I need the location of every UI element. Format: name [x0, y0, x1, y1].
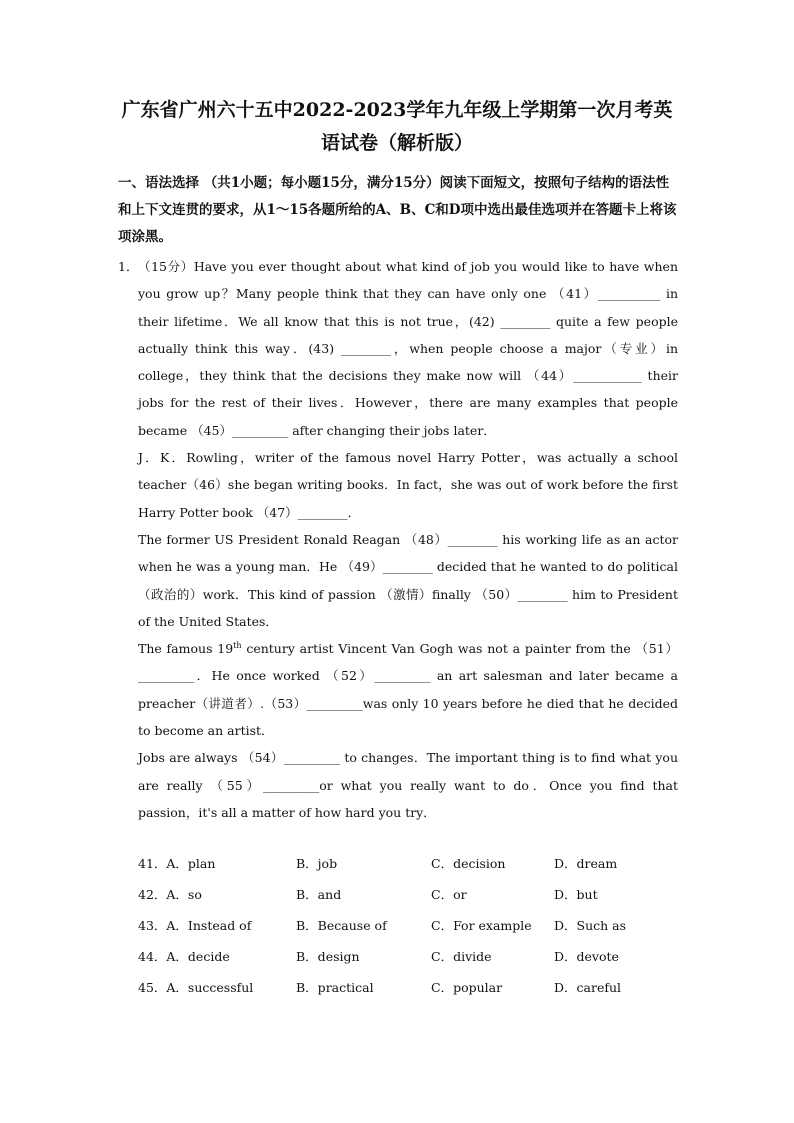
option-d: D．dream	[554, 856, 618, 871]
option-b: B．Because of	[296, 918, 387, 933]
title-line-1: 广东省广州六十五中2022-2023学年九年级上学期第一次月考英	[121, 99, 673, 121]
option-c: C．For example	[431, 918, 532, 933]
option-a: 41．A．plan	[138, 856, 216, 871]
passage-paragraph-1: （15分）Have you ever thought about what kind of job you would like to have when you grow up？Many people think that they can have only one （41）__________ in their lifetime．We all know that this is not true，(42) ________ quite a few people actually think this way．(43) ________，when people choose a major（专业）in college，they think that the decisions they make now will （44）___________ their jobs for the rest of their lives．However，there are many examples that people became （45）_________ after changing their jobs later．	[138, 259, 678, 438]
option-row-41	[138, 854, 678, 885]
option-row-42	[138, 885, 678, 916]
option-d: D．but	[554, 887, 598, 902]
passage-paragraph-3: The former US President Ronald Reagan （48）________ his working life as an actor when he was a young man．He （49）________ decided that he wanted to do political（政治的）work．This kind of passion （激情）finally （50）________ him to President of the United States．	[138, 531, 678, 629]
option-d: D．devote	[554, 949, 619, 964]
option-a: 42．A．so	[138, 887, 202, 902]
option-c: C．divide	[431, 949, 492, 964]
passage-paragraph-4	[138, 635, 678, 744]
document-title	[100, 94, 694, 160]
option-a: 43．A．Instead of	[138, 918, 252, 933]
option-b: B．job	[296, 856, 338, 871]
answer-options	[138, 854, 678, 1009]
option-a: 44．A．decide	[138, 949, 230, 964]
question-number: 1．	[118, 259, 139, 274]
option-row-45	[138, 978, 678, 1009]
option-row-43	[138, 916, 678, 947]
superscript-th: th	[233, 641, 242, 650]
option-b: B．practical	[296, 980, 374, 995]
option-row-44	[138, 947, 678, 978]
question-1	[118, 253, 678, 826]
option-a: 45．A．successful	[138, 980, 254, 995]
title-line-2: 语试卷（解析版）	[320, 132, 473, 154]
option-c: C．decision	[431, 856, 506, 871]
option-b: B．and	[296, 887, 342, 902]
passage-paragraph-5: Jobs are always （54）_________ to changes．The important thing is to find what you are really （55）_________or what you really want to do．Once you find that passion，it's all a matter of how hard you try．	[138, 750, 678, 820]
option-c: C．or	[431, 887, 467, 902]
section-heading: 一、语法选择 （共1小题；每小题15分，满分15分）阅读下面短文，按照句子结构的语法性和上下文连贯的要求，从1～15各题所给的A、B、C和D项中选出最佳选项并在答题卡上将该项涂黑。	[118, 175, 677, 245]
paragraph-4-start: The famous 19	[138, 641, 234, 657]
passage-paragraph-2: J．K．Rowling，writer of the famous novel Harry Potter，was actually a school teacher（46）she began writing books．In fact，she was out of work before the first Harry Potter book （47）________．	[138, 450, 678, 520]
option-c: C．popular	[431, 980, 503, 995]
option-b: B．design	[296, 949, 360, 964]
option-d: D．Such as	[554, 918, 627, 933]
option-d: D．careful	[554, 980, 622, 995]
paragraph-4-rest: century artist Vincent Van Gogh was not a painter from the （51）_________．He once worked （52）_________ an art salesman and later became a preacher（讲道者）.（53）_________was only 10 years before he died that he decided to become an artist．	[138, 641, 679, 739]
